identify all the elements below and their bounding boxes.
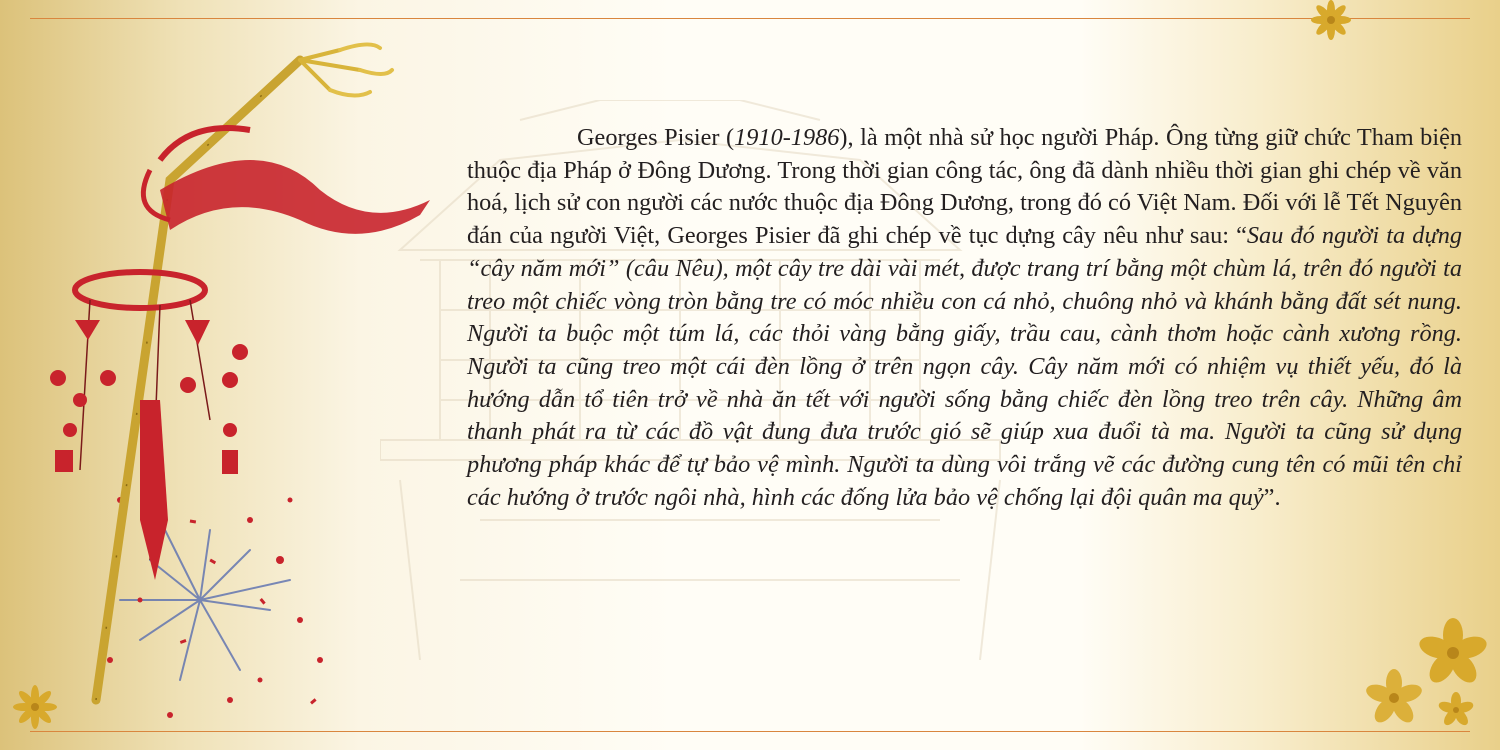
gold-flower-icon (1418, 618, 1488, 688)
article-paragraph: Georges Pisier (1910-1986), là một nhà sử học người Pháp. Ông từng giữ chức Tham biện thuộc địa Pháp ở Đông Dương. Trong thời gian công tác, ông đã dành nhiều thời gian ghi chép về văn hoá, lịch sử con người các nước thuộc địa Đông Dương, trong đó có Việt Nam. Đối với lễ Tết Nguyên đán của người Việt, Georges Pisier đã ghi chép về tục dựng cây nêu như sau: “Sau đó người ta dựng “cây năm mới” (câu Nêu), một cây tre dài vài mét, được trang trí bằng một chùm lá, trên đó người ta treo một chiếc vòng tròn bằng tre có móc nhiều con cá nhỏ, chuông nhỏ và khánh bằng đất sét nung. Người ta buộc một túm lá, các thỏi vàng bằng giấy, trầu cau, cành thơm hoặc cành xương rồng. Người ta cũng treo một cái đèn lồng ở trên ngọn cây. Cây năm mới có nhiệm vụ thiết yếu, đó là hướng dẫn tổ tiên trở về nhà ăn tết với người sống bằng chiếc đèn lồng treo trên cây. Những âm thanh phát ra từ các đồ vật đung đưa trước gió sẽ giúp xua đuổi tà ma. Người ta cũng sử dụng phương pháp khác để tự bảo vệ mình. Người ta dùng vôi trắng vẽ các đường cung tên có mũi tên chỉ các hướng ở trước ngôi nhà, hình các đống lửa bảo vệ chống lại đội quân ma quỷ”. (467, 124, 1463, 511)
quoted-passage: Sau đó người ta dựng “cây năm mới” (câu Nêu), một cây tre dài vài mét, được trang trí bằng một chùm lá, trên đó người ta treo một chiếc vòng tròn bằng tre có móc nhiều con cá nhỏ, chuông nhỏ và khánh bằng đất sét nung. Người ta buộc một túm lá, các thỏi vàng bằng giấy, trầu cau, cành thơm hoặc cành xương rồng. Người ta cũng treo một cái đèn lồng ở trên ngọn cây. Cây năm mới có nhiệm vụ thiết yếu, đó là hướng dẫn tổ tiên trở về nhà ăn tết với người sống bằng chiếc đèn lồng treo trên cây. Những âm thanh phát ra từ các đồ vật đung đưa trước gió sẽ giúp xua đuổi tà ma. Người ta cũng sử dụng phương pháp khác để tự bảo vệ mình. Người ta dùng vôi trắng vẽ các đường cung tên có mũi tên chỉ các hướng ở trước ngôi nhà, hình các đống lửa bảo vệ chống lại đội quân ma quỷ (467, 222, 1462, 511)
red-banner (160, 160, 430, 234)
neu-tree-illustration-icon (0, 0, 460, 750)
gold-flower-icon (1436, 690, 1476, 730)
author-years: 1910-1986 (734, 124, 840, 151)
bamboo-ring (75, 272, 205, 308)
author-name: Georges Pisier (577, 124, 720, 151)
gold-flower-icon (1308, 0, 1354, 40)
gold-flower-icon (10, 682, 60, 732)
firecracker-splash (107, 467, 323, 718)
closing-quote: ”. (1263, 483, 1281, 511)
intro-text: ), là một nhà sử học người Pháp. Ông từng giữ chức Tham biện thuộc địa Pháp ở Đông Dương. Trong thời gian công tác, ông đã dành nhiều thời gian ghi chép về văn hoá, lịch sử con người các nước thuộc địa Đông Dương, trong đó có Việt Nam. Đối với lễ Tết Nguyên đán của người Việt, Georges Pisier đã ghi chép về tục dựng cây nêu như sau: “ (467, 124, 1463, 250)
gold-flower-icon (1364, 668, 1424, 728)
